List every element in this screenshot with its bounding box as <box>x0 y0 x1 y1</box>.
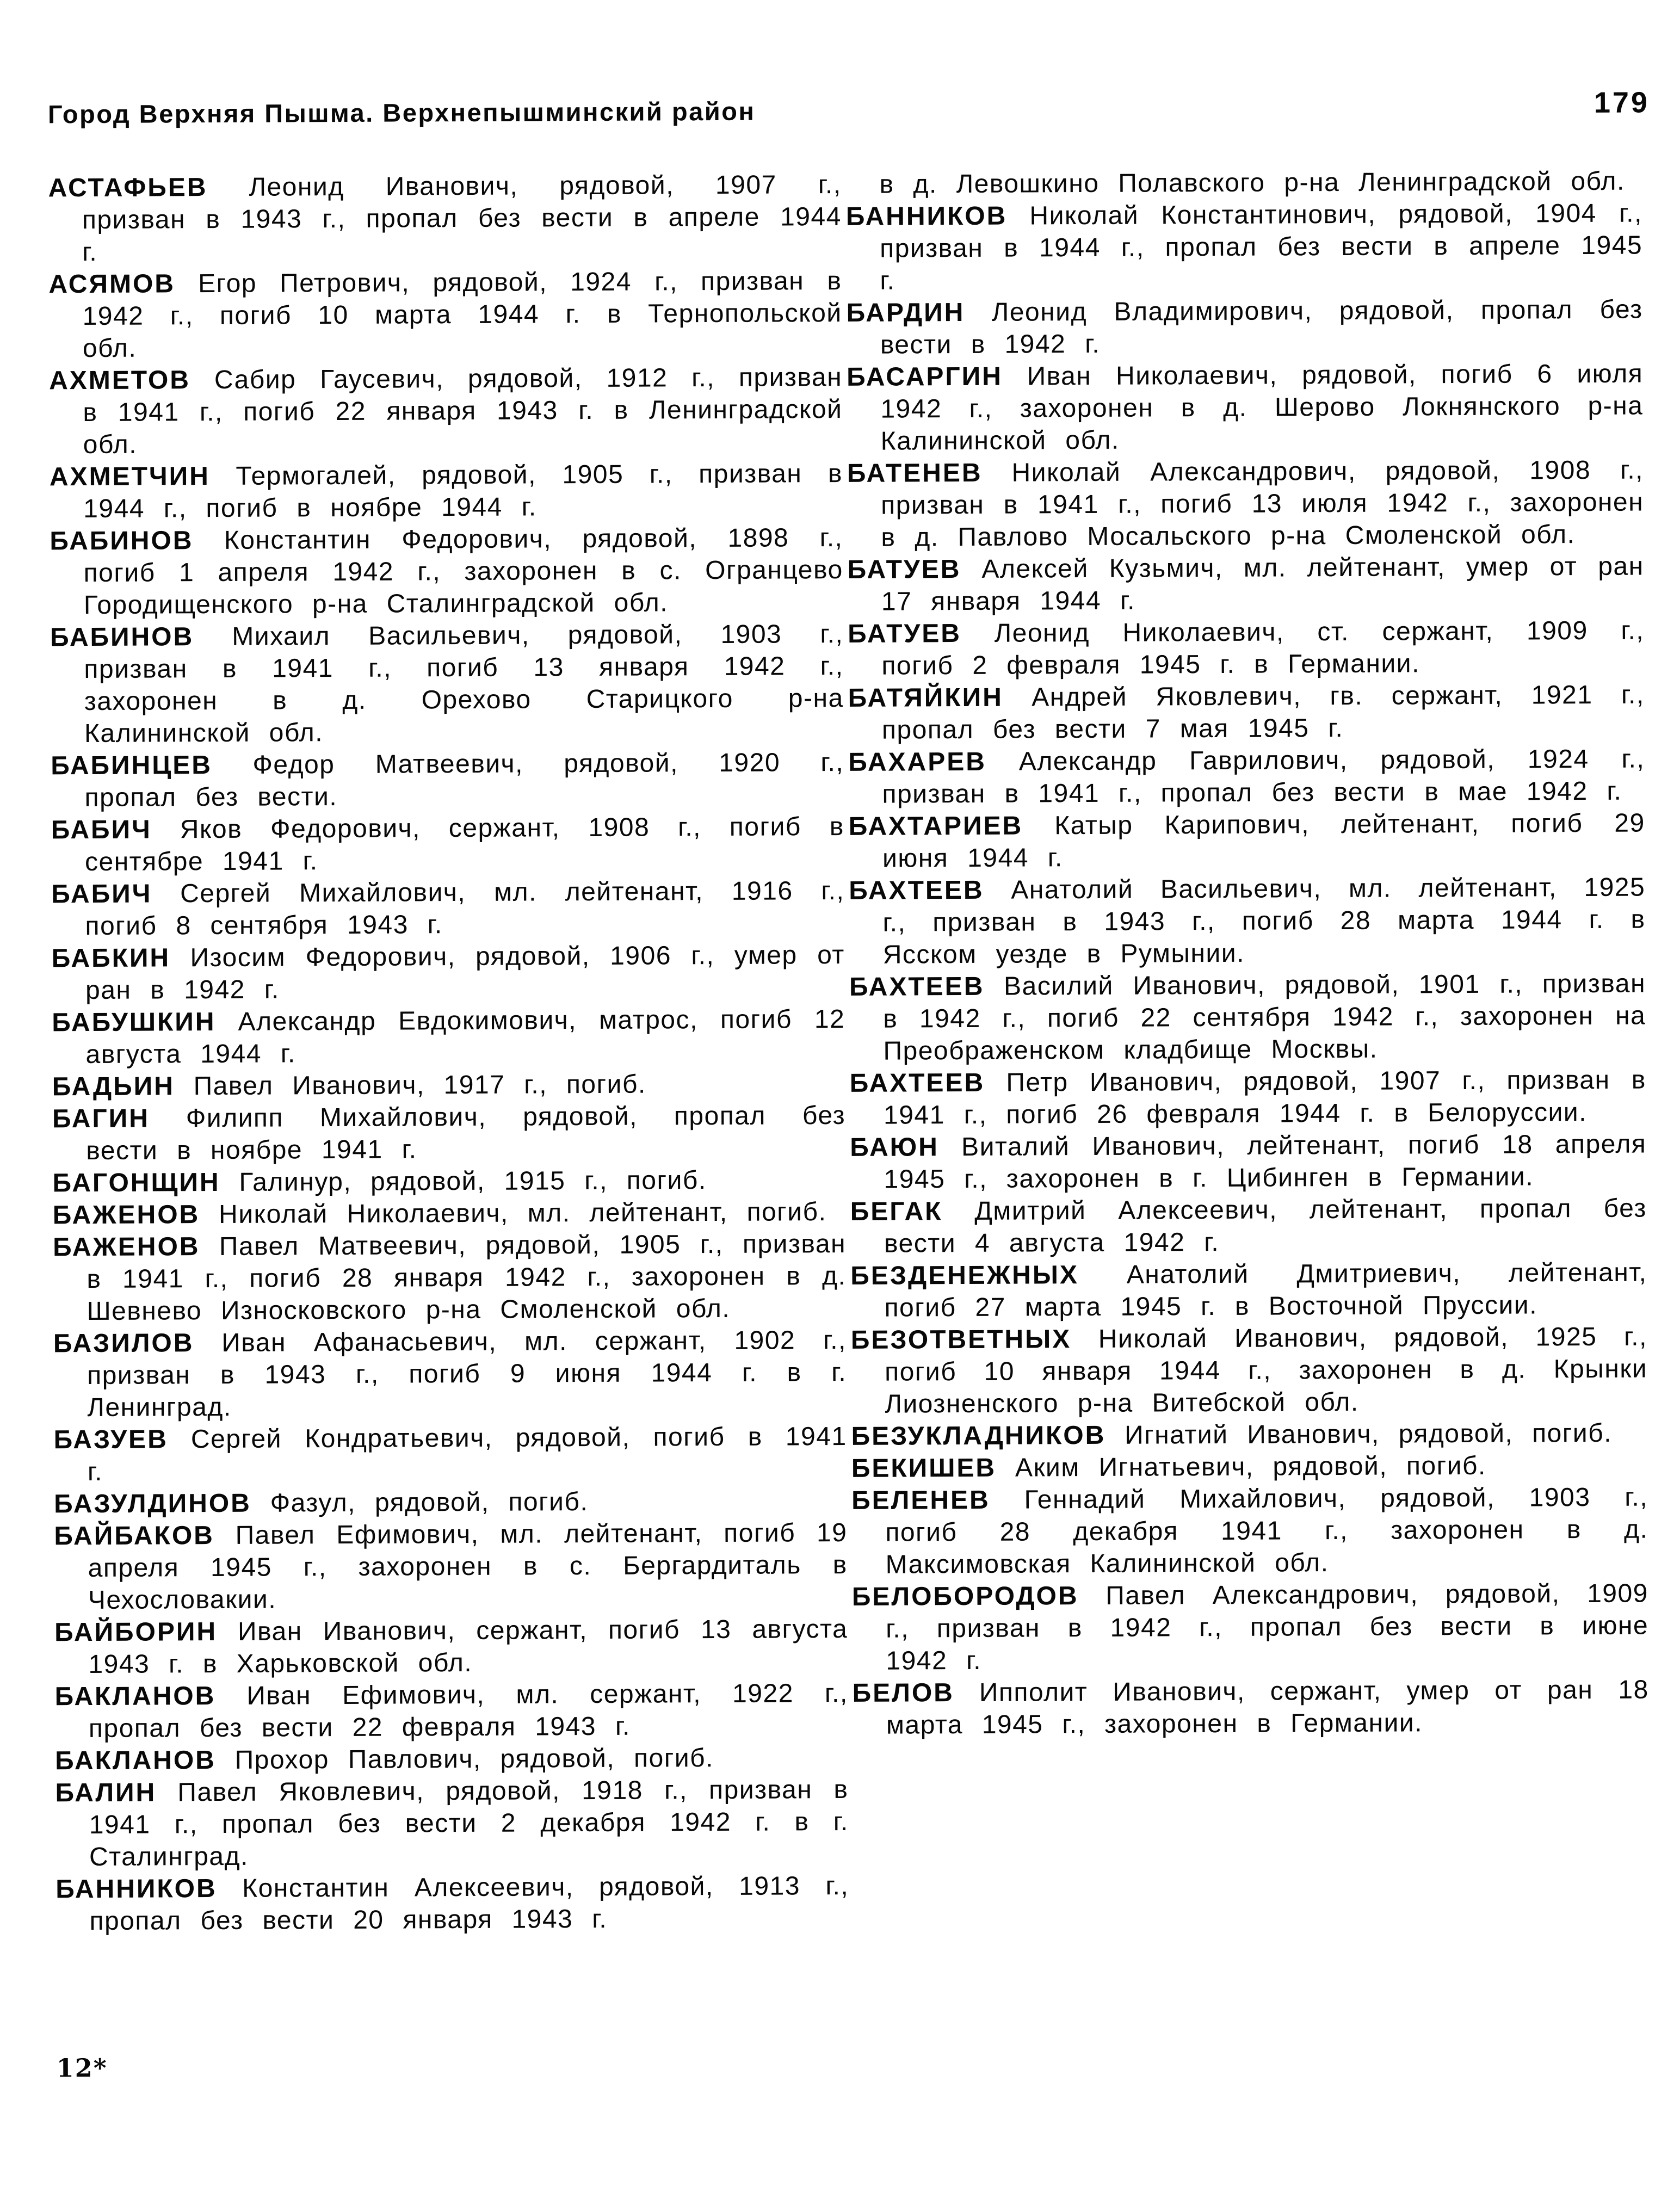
memorial-entry: БАЗУЕВ Сергей Кондратьевич, рядовой, погиб в 1941 г. <box>53 1422 847 1487</box>
memorial-entry: БЕГАК Дмитрий Алексеевич, лейтенант, пропал без вести 4 августа 1942 г. <box>850 1194 1647 1258</box>
entry-surname: БАЛИН <box>55 1778 157 1808</box>
entry-surname: БАЮН <box>850 1133 939 1162</box>
memorial-entry: БАННИКОВ Константин Алексеевич, рядовой, 1913 г., пропал без вести 20 января 1943 г. <box>55 1871 849 1936</box>
memorial-entry-continuation: в д. Левошкино Полавского р-на Ленинградской обл. <box>879 166 1625 199</box>
entry-surname: БАБКИН <box>51 943 171 973</box>
memorial-entry: БАБКИН Изосим Федорович, рядовой, 1906 г., умер от ран в 1942 г. <box>51 940 845 1005</box>
memorial-entry: БАЛИН Павел Яковлевич, рядовой, 1918 г., призван в 1941 г., пропал без вести 2 декабря 1942 г. в г. Сталинград. <box>55 1775 849 1872</box>
memorial-entry: БАЙБАКОВ Павел Ефимович, мл. лейтенант, погиб 19 апреля 1945 г., захоронен в с. Бергардиталь в Чехословакии. <box>54 1518 848 1615</box>
entry-surname: БАБИНЦЕВ <box>51 751 213 781</box>
memorial-entry: БАБИЧ Яков Федорович, сержант, 1908 г., погиб в сентябре 1941 г. <box>51 812 844 877</box>
memorial-entry: БАРДИН Леонид Владимирович, рядовой, пропал без вести в 1942 г. <box>846 295 1643 360</box>
entry-surname: БАБИЧ <box>51 879 152 909</box>
memorial-entry: БАТУЕВ Алексей Кузьмич, мл. лейтенант, умер от ран 17 января 1944 г. <box>847 552 1644 616</box>
memorial-entry: БЕЗДЕНЕЖНЫХ Анатолий Дмитриевич, лейтенант, погиб 27 марта 1945 г. в Восточной Пруссии. <box>850 1258 1647 1323</box>
entry-surname: БАЗУЕВ <box>53 1425 168 1455</box>
running-header: Город Верхняя Пышма. Верхнепышминский район <box>47 96 756 129</box>
memorial-entry: БАТЯЙКИН Андрей Яковлевич, гв. сержант, 1921 г., пропал без вести 7 мая 1945 г. <box>848 680 1645 745</box>
entry-surname: БАТУЕВ <box>848 619 962 649</box>
entry-surname: БАРДИН <box>846 298 965 328</box>
memorial-entry: АСЯМОВ Егор Петрович, рядовой, 1924 г., призван в 1942 г., погиб 10 марта 1944 г. в Тернопольской обл. <box>48 266 842 363</box>
entry-surname: БЕЗУКЛАДНИКОВ <box>851 1421 1106 1451</box>
memorial-entry: БАЗУЛДИНОВ Фазул, рядовой, погиб. <box>54 1487 589 1519</box>
entry-surname: БАГОНЩИН <box>52 1168 220 1198</box>
entry-surname: БЕЗДЕНЕЖНЫХ <box>850 1261 1079 1290</box>
memorial-entry: БАХТАРИЕВ Катыр Карипович, лейтенант, погиб 29 июня 1944 г. <box>848 808 1645 873</box>
memorial-entry: БАЖЕНОВ Николай Николаевич, мл. лейтенант, погиб. <box>52 1197 827 1230</box>
entry-surname: БАЖЕНОВ <box>53 1232 200 1262</box>
entry-surname: БЕГАК <box>850 1197 943 1226</box>
memorial-entry: БАХАРЕВ Александр Гаврилович, рядовой, 1924 г., призван в 1941 г., пропал без вести в мае 1942 г. <box>848 744 1645 809</box>
memorial-entry: БАЮН Виталий Иванович, лейтенант, погиб 18 апреля 1945 г., захоронен в г. Цибинген в Германии. <box>850 1129 1647 1194</box>
entry-surname: БЕЛОБОРОДОВ <box>851 1582 1079 1611</box>
entry-surname: БАХТЕЕВ <box>849 1068 985 1098</box>
memorial-entry: БАДЬИН Павел Иванович, 1917 г., погиб. <box>52 1070 646 1102</box>
entry-surname: БАСАРГИН <box>847 362 1003 392</box>
memorial-entry: БАХТЕЕВ Анатолий Васильевич, мл. лейтенант, 1925 г., призван в 1943 г., погиб 28 марта 1944 г. в Ясском уезде в Румынии. <box>849 873 1646 969</box>
memorial-entry: БАБИЧ Сергей Михайлович, мл. лейтенант, 1916 г., погиб 8 сентября 1943 г. <box>51 876 845 941</box>
memorial-entry: БАТУЕВ Леонид Николаевич, ст. сержант, 1909 г., погиб 2 февраля 1945 г. в Германии. <box>848 616 1645 681</box>
memorial-entry: БАННИКОВ Николай Константинович, рядовой, 1904 г., призван в 1944 г., пропал без вести в апреле 1945 г. <box>845 199 1643 295</box>
memorial-entry: БАЖЕНОВ Павел Матвеевич, рядовой, 1905 г., призван в 1941 г., погиб 28 января 1942 г., захоронен в д. Шевнево Износковского р-на Смоленской обл. <box>53 1229 847 1326</box>
signature-mark: 12* <box>56 2053 108 2083</box>
entry-surname: БАБУШКИН <box>52 1008 216 1037</box>
entry-surname: БАХТЕЕВ <box>849 875 984 905</box>
page-number: 179 <box>1593 86 1650 119</box>
entry-surname: БАННИКОВ <box>55 1874 217 1904</box>
memorial-entry: БАЗИЛОВ Иван Афанасьевич, мл. сержант, 1902 г., призван в 1943 г., погиб 9 июня 1944 г. в г. Ленинград. <box>53 1325 847 1423</box>
memorial-entry: БАСАРГИН Иван Николаевич, рядовой, погиб 6 июля 1942 г., захоронен в д. Шерово Локнянского р-на Калининской обл. <box>847 359 1644 456</box>
entry-surname: БАТУЕВ <box>847 555 961 584</box>
memorial-entry: БАБИНЦЕВ Федор Матвеевич, рядовой, 1920 г., пропал без вести. <box>51 748 844 813</box>
memorial-entry: БАБИНОВ Константин Федорович, рядовой, 1898 г., погиб 1 апреля 1942 г., захоронен в с. Огранцево Городищенского р-на Сталинградской обл. <box>50 523 843 620</box>
memorial-entry: БАГИН Филипп Михайлович, рядовой, пропал без вести в ноябре 1941 г. <box>52 1101 846 1166</box>
entry-surname: БАКЛАНОВ <box>55 1746 216 1776</box>
entry-surname: БАХТЕЕВ <box>849 972 985 1002</box>
entry-surname: БАХАРЕВ <box>848 747 987 777</box>
memorial-entry: БАБУШКИН Александр Евдокимович, матрос, погиб 12 августа 1944 г. <box>52 1004 845 1070</box>
entry-surname: БЕЛЕНЕВ <box>851 1485 990 1515</box>
entry-surname: АХМЕТЧИН <box>49 462 210 492</box>
entry-surname: БАННИКОВ <box>845 201 1008 231</box>
entry-surname: БАБИЧ <box>51 815 152 845</box>
entry-surname: АХМЕТОВ <box>49 366 191 396</box>
memorial-entry: БАХТЕЕВ Петр Иванович, рядовой, 1907 г., призван в 1941 г., погиб 26 февраля 1944 г. в Белоруссии. <box>849 1065 1646 1130</box>
memorial-entry: БЕЛЕНЕВ Геннадий Михайлович, рядовой, 1903 г., погиб 28 декабря 1941 г., захоронен в д. Максимовская Калининской обл. <box>851 1483 1648 1579</box>
entry-surname: БЕКИШЕВ <box>851 1453 997 1483</box>
entry-surname: БАХТАРИЕВ <box>848 811 1023 841</box>
entry-surname: АСТАФЬЕВ <box>48 173 208 203</box>
entry-surname: БЕЛОВ <box>852 1678 955 1708</box>
memorial-entry: БАБИНОВ Михаил Васильевич, рядовой, 1903 г., призван в 1941 г., погиб 13 января 1942 г., захоронен в д. Орехово Старицкого р-на Калининской обл. <box>50 619 844 749</box>
memorial-entry: БАЙБОРИН Иван Иванович, сержант, погиб 13 августа 1943 г. в Харьковской обл. <box>54 1614 848 1679</box>
entry-surname: БАЙБАКОВ <box>54 1521 215 1551</box>
memorial-entry: БЕКИШЕВ Аким Игнатьевич, рядовой, погиб. <box>851 1451 1486 1483</box>
memorial-entry: АХМЕТОВ Сабир Гаусевич, рядовой, 1912 г., призван в 1941 г., погиб 22 января 1943 г. в Ленинградской обл. <box>49 362 843 460</box>
memorial-entry: БЕЗОТВЕТНЫХ Николай Иванович, рядовой, 1925 г., погиб 10 января 1944 г., захоронен в д. Крынки Лиозненского р-на Витебской обл. <box>850 1322 1648 1419</box>
entry-surname: БАЙБОРИН <box>54 1617 218 1647</box>
entry-surname: БАГИН <box>52 1104 150 1134</box>
memorial-entry: БЕЛОВ Ипполит Иванович, сержант, умер от ран 18 марта 1945 г., захоронен в Германии. <box>852 1675 1649 1740</box>
memorial-entry: БАГОНЩИН Галинур, рядовой, 1915 г., погиб. <box>52 1166 707 1198</box>
entry-surname: БАТЯЙКИН <box>848 683 1003 713</box>
entry-surname: БАЖЕНОВ <box>52 1200 200 1230</box>
memorial-entry: БАКЛАНОВ Прохор Павлович, рядовой, погиб. <box>55 1744 714 1776</box>
memorial-entry: БЕЗУКЛАДНИКОВ Игнатий Иванович, рядовой, погиб. <box>851 1418 1613 1451</box>
entry-surname: БАБИНОВ <box>50 622 194 652</box>
entry-surname: БАЗУЛДИНОВ <box>54 1489 251 1519</box>
memorial-entry: БЕЛОБОРОДОВ Павел Александрович, рядовой, 1909 г., призван в 1942 г., пропал без вести в июне 1942 г. <box>851 1579 1649 1676</box>
entry-surname: БАБИНОВ <box>50 526 194 556</box>
entry-surname: БАТЕНЕВ <box>847 458 983 488</box>
memorial-entry: АХМЕТЧИН Термогалей, рядовой, 1905 г., призван в 1944 г., погиб в ноябре 1944 г. <box>49 459 843 524</box>
memorial-entry: БАКЛАНОВ Иван Ефимович, мл. сержант, 1922 г., пропал без вести 22 февраля 1943 г. <box>54 1678 848 1744</box>
left-column <box>48 169 849 1937</box>
entry-surname: БАЗИЛОВ <box>53 1329 194 1358</box>
memorial-entry: БАХТЕЕВ Василий Иванович, рядовой, 1901 г., призван в 1942 г., погиб 22 сентября 1942 г., захоронен на Преображенском кладбище Москвы. <box>849 969 1646 1066</box>
memorial-entry: АСТАФЬЕВ Леонид Иванович, рядовой, 1907 г., призван в 1943 г., пропал без вести в апреле 1944 г. <box>48 170 842 267</box>
memorial-entry: БАТЕНЕВ Николай Александрович, рядовой, 1908 г., призван в 1941 г., погиб 13 июля 1942 г., захоронен в д. Павлово Мосальского р-на Смоленской обл. <box>847 455 1644 552</box>
right-column <box>845 165 1649 1741</box>
entry-surname: БАДЬИН <box>52 1072 175 1102</box>
entry-surname: БАКЛАНОВ <box>54 1682 216 1712</box>
entry-surname: БЕЗОТВЕТНЫХ <box>850 1325 1072 1355</box>
entry-surname: АСЯМОВ <box>48 269 176 299</box>
